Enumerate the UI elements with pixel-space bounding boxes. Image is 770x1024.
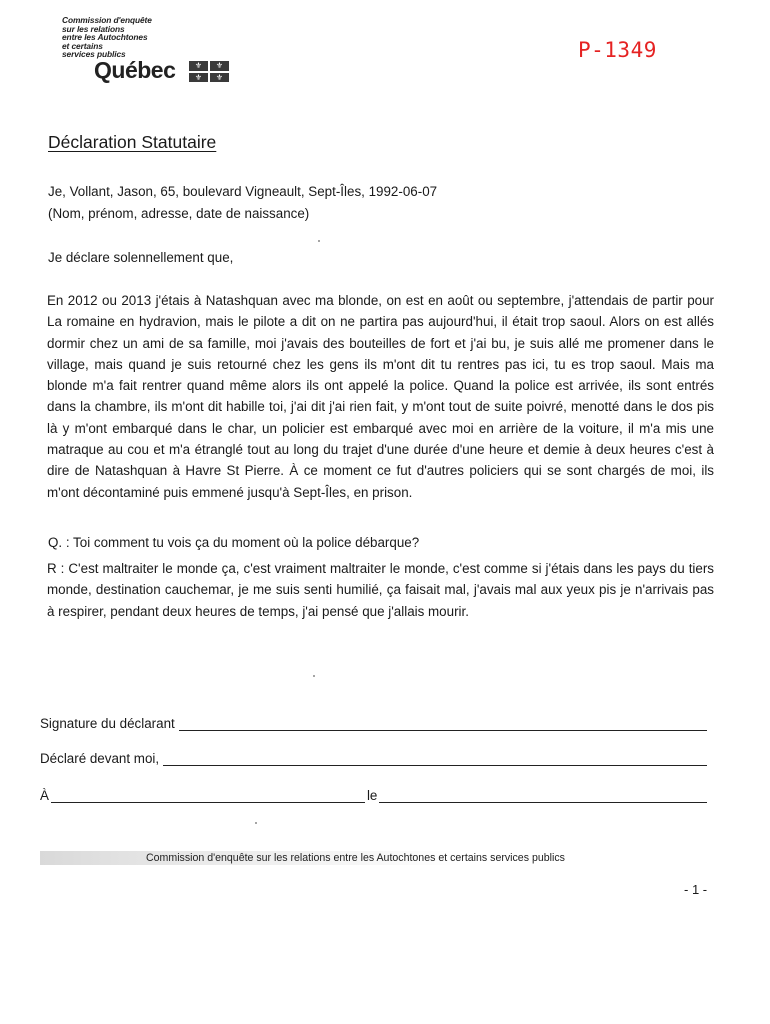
answer-paragraph: R : C'est maltraiter le monde ça, c'est vraiment maltraiter le monde, c'est comme si j'étais dans les pays du tiers monde, destination cauchemar, je me suis senti humilié, ça faisait mal, j'avais mal aux yeux pis je n'arrivais pas à respirer, pendant deux heures de temps, j'ai pensé que j'allais mourir.: [47, 561, 714, 619]
scan-speck: [318, 240, 320, 242]
place-line[interactable]: [51, 788, 365, 803]
quebec-flag-icon: ⚜ ⚜ ⚜ ⚜: [189, 61, 229, 82]
scan-speck: [313, 675, 315, 677]
date-label: le: [366, 788, 378, 803]
quebec-wordmark: Québec: [94, 57, 176, 83]
declaration-intro: Je déclare solennellement que,: [48, 250, 234, 265]
declared-before-label: Déclaré devant moi,: [40, 751, 160, 766]
commissioner-signature-line[interactable]: [163, 751, 707, 766]
organization-name: Commission d'enquête sur les relations entre les Autochtones et certains services publics: [62, 15, 152, 60]
footer-text: Commission d'enquête sur les relations entre les Autochtones et certains services publics: [146, 852, 565, 864]
question-line: Q. : Toi comment tu vois ça du moment où la police débarque?: [48, 535, 420, 550]
declarant-signature-line[interactable]: [179, 716, 707, 731]
place-label: À: [40, 788, 49, 803]
commission-logo: [62, 16, 242, 82]
scan-speck: [255, 822, 257, 824]
declarant-label: Signature du déclarant: [40, 716, 175, 731]
declared-before-row: [40, 751, 707, 766]
page-number: - 1 -: [684, 882, 708, 897]
declarant-signature-row: [40, 716, 707, 731]
place-date-row: [40, 788, 707, 803]
identity-caption: (Nom, prénom, adresse, date de naissance): [48, 206, 310, 221]
date-line[interactable]: [379, 788, 707, 803]
identity-line: Je, Vollant, Jason, 65, boulevard Vigneault, Sept-Îles, 1992-06-07: [48, 184, 438, 199]
statement-paragraph: En 2012 ou 2013 j'étais à Natashquan avec ma blonde, on est en août ou septembre, j'attendais de partir pour La romaine en hydravion, mais le pilote a dit on ne partira pas aujourd'hui, il était trop saoul. Alors on est allés dormir chez un ami de sa famille, moi j'avais des bouteilles de fort et j'ai bu, je suis allé me promener dans le village, mais quand je suis retourné chez les gens ils m'ont dit tu rentres pas ici, tu es trop saoul. Mais ma blonde m'a fait rentrer quand même alors ils ont appelé la police. Quand la police est arrivée, ils sont entrés dans la chambre, ils m'ont dit habille toi, j'ai dit j'ai rien fait, y m'ont tout de suite poivré, menotté dans le dos pis là y m'ont embarqué dans le char, un policier est embarqué avec moi en arrière de la voiture, il m'a mis une matraque au cou et m'a étranglé tout au long du trajet d'une durée d'une heure et demie à deux heures c'est à dire de Natashquan à Havre St Pierre. À ce moment ce fut d'autres policiers qui se sont chargés de moi, ils m'ont décontaminé puis emmené jusqu'à Sept-Îles, en prison.: [47, 293, 714, 500]
exhibit-number: P-1349: [578, 38, 657, 62]
document-title: Déclaration Statutaire: [48, 132, 217, 152]
